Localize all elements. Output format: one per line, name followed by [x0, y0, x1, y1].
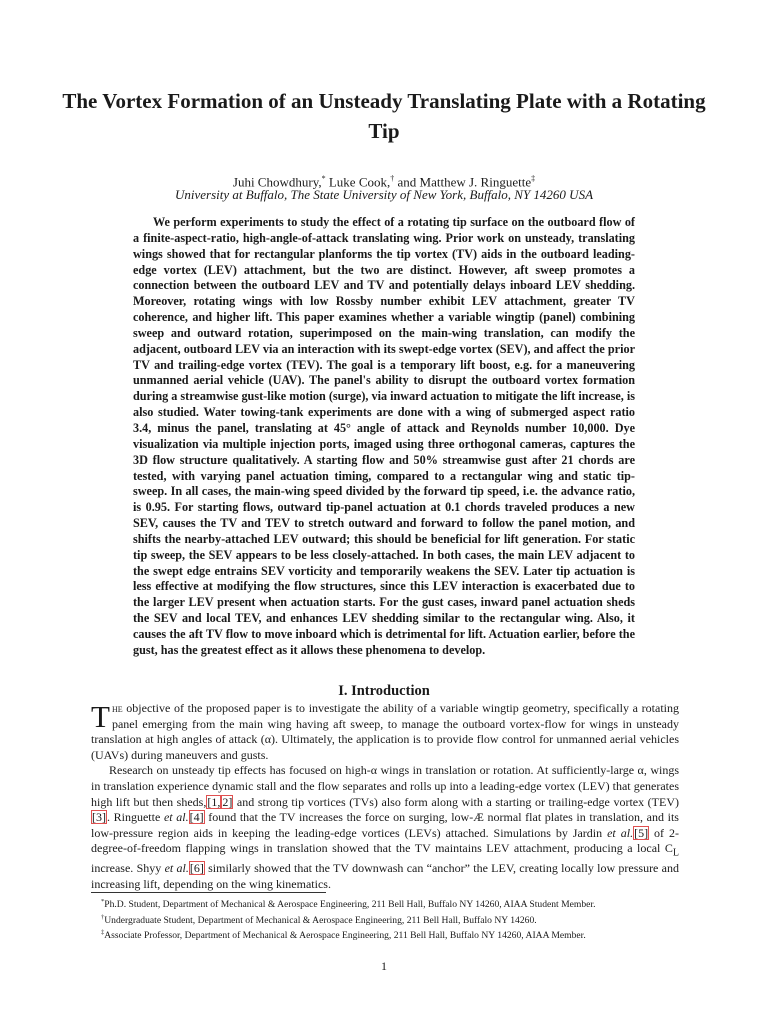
smallcaps-text: he — [111, 701, 123, 715]
abstract: We perform experiments to study the effect of a rotating tip surface on the outboard flow of a finite-aspect-ratio, high-angle-of-attack translating wing. Prior work on unsteady, translating wings showed that for rectangular planforms the tip vortex (TV) aids in the outboard leading-edge vortex (LEV) attachment, but the two are distinct. However, aft sweep promotes a connection between the outboard LEV and TV and potentially delays inboard LEV shedding. Moreover, rotating wings with low Rossby number exhibit LEV attachment, greater TV coherence, and higher lift. This paper examines whether a variable wingtip (panel) combining sweep and outward rotation, superimposed on the main-wing translation, can modify the adjacent, outboard LEV via an interaction with its swept-edge vortex (SEV), and affect the prior TV and trailing-edge vortex (TEV). The goal is a temporary lift boost, e.g. for a maneuvering unmanned aerial vehicle (UAV). The panel's ability to disrupt the outboard vortex formation during a streamwise gust-like motion (surge), via inward actuation to mitigate the lift increase, is also studied. Water towing-tank experiments are done with a wing of submerged aspect ratio 3.4, minus the panel, translating at 45° angle of attack and Reynolds number 10,000. Dye visualization via multiple injection ports, imaged using three orthogonal cameras, captures the 3D flow structure qualitatively. A starting flow and 50% streamwise gust after 21 chords are tested, with varying panel actuation timing, compared to a rectangular wing and static tip-sweep. In all cases, the main-wing speed divided by the forward tip speed, i.e. the advance ratio, is 0.95. For starting flows, outward tip-panel actuation at 0.1 chords traveled produces a new SEV, causes the TV and TEV to stretch outward and forward to follow the panel motion, and shifts the nearby-attached LEV outward; this should be beneficial for lift generation. For static tip sweep, the SEV appears to be less closely-attached. In both cases, the main LEV adjacent to the swept edge entrains SEV vorticity and temporarily weakens the SEV. Later tip actuation is less effective at modifying the flow structures, since this LEV interaction is exacerbated due to the larger LEV present when actuation starts. For the gust cases, inward panel actuation sheds the SEV and local TEV, and enhances LEV shedding similar to the rectangular wing. Also, it causes the aft TV flow to move inboard which is detrimental for lift. Actuation earlier, before the gust, has the greatest effect as it allows these phenomena to develop. — [133, 215, 635, 657]
footnote-mark: ‡ — [101, 929, 105, 937]
dropcap-letter: T — [91, 699, 110, 734]
citation-link[interactable]: 2] — [222, 794, 233, 809]
footnote-item — [101, 927, 679, 943]
citation-link[interactable]: [3] — [92, 810, 106, 825]
section-heading: I. Introduction — [338, 683, 430, 699]
citation-link[interactable]: [1, — [207, 794, 221, 809]
paragraph-text: found that the TV increases the force on surging, low-Æ normal flat plates in translation, and its low-pressure region aids in keeping the leading-edge vortices (LEVs) attached. Simulations by Jardin — [91, 810, 679, 840]
paragraph-text: similarly showed that the TV downwash can “anchor” the LEV, creating locally low pressure and increasing lift, depending on the wing kinematics. — [91, 861, 679, 891]
footnote-mark[interactable]: ‡ — [531, 174, 536, 183]
footnote-text: Ph.D. Student, Department of Mechanical & Aerospace Engineering, 211 Bell Hall, Buffalo NY 14260, AIAA Student Member. — [104, 899, 596, 911]
footnote-mark: † — [101, 913, 105, 921]
footnote-text: Associate Professor, Department of Mechanical & Aerospace Engineering, 211 Bell Hall, Buffalo NY 14260, AIAA Member. — [104, 930, 586, 942]
author-name: and Matthew J. Ringuette — [394, 174, 532, 190]
paragraph-text: increase. Shyy — [91, 861, 165, 876]
paragraph-text: Research on unsteady tip effects has focused on high-α wings in translation or rotation. At sufficiently-large α, wings in translation experience dynamic stall and the flow separates and rolls up into a leading-edge vortex (LEV) that generates high lift but then sheds, — [91, 763, 679, 809]
footnote-item — [101, 896, 679, 912]
author-name: Luke Cook, — [325, 174, 391, 190]
intro-paragraph-2 — [91, 763, 679, 892]
paragraph-text: and strong tip vortices (TVs) also form along with a starting or trailing-edge vortex (TEV) — [233, 794, 680, 809]
author-name: Juhi Chowdhury, — [232, 174, 322, 190]
subscript-text: L — [672, 847, 679, 859]
paragraph-text: objective of the proposed paper is to investigate the ability of a variable wingtip geometry, specifically a rotating panel emerging from the main wing having aft sweep, to manage the outboard vortex-flow for wings in unsteady translation at high angles of attack (α). Ultimately, the application is to provide flow control for unmanned aerial vehicles (UAVs) during maneuvers and gusts. — [91, 701, 679, 762]
et-al-text: et al. — [607, 825, 634, 840]
paragraph-text: . Ringuette — [107, 810, 164, 825]
footnote-mark: * — [101, 898, 105, 905]
et-al-text: et al. — [164, 861, 189, 876]
footnote-rule — [91, 892, 326, 893]
footnote-item — [101, 912, 679, 928]
footnote-text: Undergraduate Student, Department of Mechanical & Aerospace Engineering, 211 Bell Hall, Buffalo NY 14260. — [104, 914, 537, 926]
page-number: 1 — [381, 959, 387, 973]
affiliation: University at Buffalo, The State University of New York, Buffalo, NY 14260 USA — [174, 187, 594, 202]
footnote-mark[interactable]: * — [321, 174, 326, 183]
et-al-text: et al. — [163, 810, 189, 825]
footnote-mark[interactable]: † — [390, 174, 395, 183]
section-body — [91, 701, 679, 893]
citation-link[interactable]: [6] — [189, 861, 204, 876]
citation-link[interactable]: [5] — [634, 825, 649, 840]
paragraph-text: of 2-degree-of-freedom flapping wings in translation showed that the TV maintains LEV attachment, producing a local C — [91, 825, 680, 856]
paper-title: The Vortex Formation of an Unsteady Translating Plate with a Rotating Tip — [62, 89, 706, 143]
intro-paragraph-1 — [91, 701, 679, 763]
citation-link[interactable]: [4] — [189, 810, 204, 825]
footnotes — [101, 896, 679, 943]
